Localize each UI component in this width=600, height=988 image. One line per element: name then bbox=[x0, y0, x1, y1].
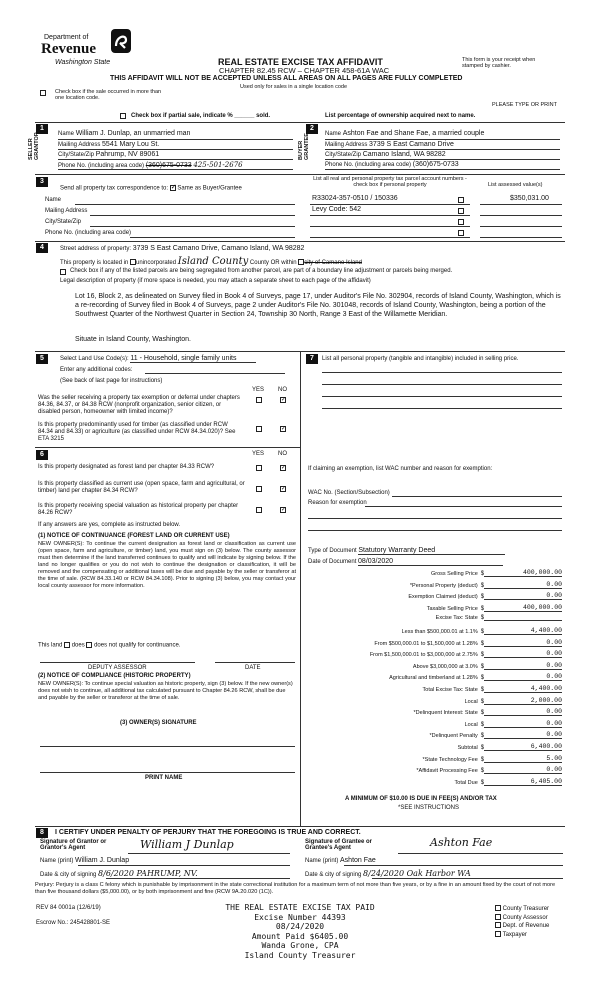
tax-row-value[interactable]: 0.00 bbox=[484, 766, 562, 774]
s3-phone-label: Phone No. (including area code) bbox=[45, 230, 132, 236]
land-use-label: Select Land Use Code(s): bbox=[60, 356, 129, 362]
personal-property-checkbox-4[interactable] bbox=[458, 230, 464, 236]
grantor-signature[interactable]: William J Dunlap bbox=[140, 838, 234, 851]
dollar-sign: $ bbox=[480, 615, 485, 622]
county-or-label: County OR within bbox=[249, 260, 297, 266]
segregated-checkbox[interactable] bbox=[60, 269, 66, 275]
section-8-badge: 8 bbox=[36, 828, 48, 838]
tax-row-value[interactable]: 4,400.00 bbox=[484, 685, 562, 693]
s6-q2: Is this property classified as current use (open space, farm and agricultural, or timber) land per chapter 84.34 RCW? bbox=[38, 481, 245, 494]
seller-phone-row bbox=[58, 161, 243, 169]
historic-text: NEW OWNER(S): To continue special valuation as historic property, sign (3) below. If the new owner(s) does not wish to continue, all additional tax calculated pursuant to Chapter 84.26 RCW, shall be due and payable by the seller or transferor at the time of sale. bbox=[38, 681, 293, 701]
tax-row-value[interactable]: 5.00 bbox=[484, 755, 562, 763]
dollar-sign: $ bbox=[480, 675, 485, 682]
dollar-sign: $ bbox=[480, 779, 485, 786]
s5-q2: Is this property predominantly used for timber (as classified under RCW 84.34 and 84.33) or agriculture (as classified under RCW 84.34.020)? See ETA 3215 bbox=[38, 422, 236, 442]
tax-row-label: Gross Selling Price bbox=[430, 571, 478, 577]
seller-city-label: City/State/Zip bbox=[58, 152, 95, 158]
seller-city[interactable]: Pahrump, NV 89061 bbox=[95, 151, 160, 158]
s5-q2-no[interactable]: ✓ bbox=[281, 426, 287, 432]
does-checkbox[interactable] bbox=[64, 642, 70, 648]
buyer-phone[interactable]: (360)675-0733 bbox=[412, 161, 459, 168]
tax-row bbox=[308, 697, 562, 705]
legal-label: Legal description of property (if more space is needed, you may attach a separate sheet to each page of the affidavit) bbox=[60, 278, 371, 284]
tax-row-value[interactable]: 2,000.00 bbox=[484, 697, 562, 705]
s6-no-header: NO bbox=[278, 451, 287, 457]
tax-row-label: *Delinquent Interest: State bbox=[413, 710, 478, 717]
buyer-phone-row bbox=[325, 161, 459, 168]
send-correspondence bbox=[60, 185, 242, 192]
dollar-sign: $ bbox=[480, 687, 485, 693]
tax-row-value[interactable]: 0.00 bbox=[484, 639, 562, 647]
does-not-checkbox[interactable] bbox=[86, 642, 92, 648]
tax-row-label: Exemption Claimed (deduct) bbox=[408, 594, 478, 601]
tax-row-label: Total Excise Tax: State bbox=[422, 687, 478, 693]
tax-row-value[interactable]: 0.00 bbox=[484, 650, 562, 658]
dollar-sign: $ bbox=[480, 640, 485, 647]
form-warning: THIS AFFIDAVIT WILL NOT BE ACCEPTED UNLESS ALL AREAS ON ALL PAGES ARE FULLY COMPLETED bbox=[110, 75, 463, 82]
buyer-phone-label: Phone No. (including area code) bbox=[325, 162, 412, 168]
seller-name-row bbox=[58, 130, 190, 137]
partial-sale-checkbox[interactable] bbox=[120, 113, 126, 119]
s6-ifany: If any answers are yes, complete as instructed below. bbox=[38, 522, 181, 528]
tax-row bbox=[308, 604, 562, 612]
grantor-name-row bbox=[40, 857, 129, 864]
s3-name-label: Name bbox=[45, 197, 62, 203]
tax-row-label: Local bbox=[464, 698, 478, 705]
single-location-note: Used only for sales in a single location code bbox=[240, 84, 348, 90]
situate-text: Situate in Island County, Washington. bbox=[75, 336, 191, 343]
grantee-date-label: Date & city of signing bbox=[305, 872, 362, 878]
located-row bbox=[60, 256, 362, 267]
dollar-sign: $ bbox=[480, 594, 485, 601]
legal-description[interactable]: Lot 16, Block 2, as delineated on Survey filed in Book 4 of Surveys, page 17, under Auditor's File No. 302904, records of Island County, Washington, which is a re-recording of Survey filed in Book 4 of Surveys, page 2 under Auditor's File No. 301048, records of Island County, Washington, being a portion of the Southwest Quarter of the Northwest Quarter in Section 24, Township 30 North, Range 3 East of the Willamette Meridian. bbox=[75, 293, 561, 318]
form-chapter: CHAPTER 82.45 RCW – CHAPTER 458-61A WAC bbox=[219, 66, 390, 75]
tax-row-label: *Personal Property (deduct) bbox=[409, 582, 478, 589]
tax-row-label: Above $3,000,000 at 3.0% bbox=[412, 663, 478, 670]
dollar-sign: $ bbox=[480, 745, 485, 751]
street-label: Street address of property: bbox=[60, 246, 132, 252]
wac-label: WAC No. (Section/Subsection) bbox=[308, 490, 390, 496]
tax-row bbox=[308, 685, 562, 693]
tax-row-label: *Delinquent Penalty bbox=[429, 733, 478, 740]
street-address[interactable]: 3739 S East Camano Drive, Camano Island, WA 98282 bbox=[132, 245, 305, 252]
grantor-date-row bbox=[40, 869, 198, 878]
tax-row-value[interactable]: 0.00 bbox=[484, 592, 562, 600]
buyer-name-row bbox=[325, 130, 484, 137]
grantor-name-label: Name (print) bbox=[40, 858, 74, 864]
tax-row bbox=[308, 650, 562, 658]
stamp-line-6: Island County Treasurer bbox=[244, 950, 356, 960]
land-use-code[interactable]: 11 - Household, single family units bbox=[130, 355, 256, 363]
continuance-title: (1) NOTICE OF CONTINUANCE (FOREST LAND OR CURRENT USE) bbox=[38, 533, 230, 539]
copy-county-assessor[interactable] bbox=[495, 914, 549, 923]
s3-addr-label: Mailing Address bbox=[45, 208, 88, 214]
grantee-signature[interactable]: Ashton Fae bbox=[430, 836, 493, 849]
copies-list bbox=[495, 905, 549, 939]
buyer-side-label: BUYER GRANTEE bbox=[298, 133, 310, 160]
seller-phone-new: 425-501-2676 bbox=[193, 161, 243, 169]
tax-row-value[interactable]: 400,000.00 bbox=[484, 569, 562, 577]
tax-row-label: Excise Tax: State bbox=[435, 615, 478, 622]
dollar-sign: $ bbox=[480, 756, 485, 763]
tax-row bbox=[308, 766, 562, 774]
section-2-badge: 2 bbox=[306, 124, 318, 134]
tax-row-label: Subtotal bbox=[457, 745, 478, 751]
parcel-header: List all real and personal property tax parcel account numbers - check box if personal property bbox=[313, 176, 467, 188]
send-label: Send all property tax correspondence to: bbox=[60, 185, 169, 192]
section-4-badge: 4 bbox=[36, 243, 48, 253]
see-back-note: (See back of last page for instructions) bbox=[60, 378, 163, 384]
grantor-name[interactable]: William J. Dunlap bbox=[75, 857, 130, 864]
seller-phone[interactable]: (360)675-0733 bbox=[145, 162, 192, 169]
doc-date-label: Date of Document bbox=[308, 559, 357, 565]
multi-location-checkbox[interactable] bbox=[40, 90, 46, 96]
s6-q2-no[interactable]: ✓ bbox=[281, 486, 287, 492]
tax-row-value[interactable]: 400,000.00 bbox=[484, 604, 562, 612]
copy-dept-revenue[interactable] bbox=[495, 922, 549, 931]
tax-row bbox=[308, 662, 562, 670]
tax-row-value[interactable]: 0.00 bbox=[484, 581, 562, 589]
section-1-badge: 1 bbox=[36, 124, 48, 134]
s6-q1-yes[interactable] bbox=[256, 465, 262, 471]
unincorporated-label: unincorporated bbox=[136, 260, 177, 266]
agency-logo bbox=[38, 28, 138, 70]
segregated-label: Check box if any of the listed parcels are being segregated from another parcel, are part of a boundary line adjustment or parcels being merged. bbox=[70, 268, 453, 274]
tax-row-label: *State Technology Fee bbox=[422, 756, 478, 763]
dollar-sign: $ bbox=[480, 571, 485, 577]
revenue-logo-icon bbox=[110, 28, 132, 54]
tax-row-label: From $500,000.01 to $1,500,000 at 1.28% bbox=[374, 640, 478, 647]
levy-code[interactable]: Levy Code: 542 bbox=[312, 206, 362, 213]
personal-property-checkbox-1[interactable] bbox=[458, 197, 464, 203]
dollar-sign: $ bbox=[480, 733, 485, 740]
s6-q3-yes[interactable] bbox=[256, 507, 262, 513]
buyer-name-label: Name bbox=[325, 131, 342, 137]
escrow-number: Escrow No.: 245428801-SE bbox=[36, 920, 111, 926]
rev-number: REV 84 0001a (12/6/19) bbox=[36, 905, 101, 911]
additional-codes-label: Enter any additional codes: bbox=[60, 367, 133, 373]
tax-row bbox=[308, 720, 562, 728]
s5-q1-yes[interactable] bbox=[256, 397, 262, 403]
copy-label-1: County Treasurer bbox=[502, 906, 550, 912]
buyer-addr-label: Mailing Address bbox=[325, 142, 368, 148]
reason-label: Reason for exemption bbox=[308, 500, 367, 506]
does-not-label: does not qualify for continuance. bbox=[94, 642, 181, 649]
form-title: REAL ESTATE EXCISE TAX AFFIDAVIT bbox=[218, 57, 383, 67]
doc-type-label: Type of Document bbox=[308, 548, 357, 554]
stamp-line-2: Excise Number 44393 bbox=[254, 912, 346, 922]
grantee-name-row bbox=[305, 857, 376, 864]
tax-row-value[interactable]: 4,400.00 bbox=[484, 627, 562, 635]
grantor-date[interactable]: 8/6/2020 PAHRUMP, NV. bbox=[98, 869, 198, 878]
tax-row-value[interactable]: 6,405.00 bbox=[484, 778, 562, 786]
seller-addr-label: Mailing Address bbox=[58, 142, 101, 148]
print-note: PLEASE TYPE OR PRINT bbox=[492, 102, 558, 108]
tax-row-value[interactable]: 0.00 bbox=[484, 708, 562, 716]
tax-row-label: Taxable Selling Price bbox=[426, 605, 478, 612]
tax-row-label: From $1,500,000.01 to $3,000,000 at 2.75% bbox=[369, 652, 478, 659]
dollar-sign: $ bbox=[480, 605, 485, 612]
buyer-city-label: City/State/Zip bbox=[325, 152, 362, 158]
personal-property-checkbox-2[interactable] bbox=[458, 208, 464, 214]
tax-row-label: *Affidavit Processing Fee bbox=[416, 768, 478, 775]
s5-q1: Was the seller receiving a property tax exemption or deferral under chapters 84.36, 84.37, or 84.38 RCW (nonprofit organization, senior citizen, or disabled person, homeowner with limited income)? bbox=[38, 395, 240, 415]
treasurer-stamp bbox=[205, 903, 395, 960]
section-5-badge: 5 bbox=[36, 354, 48, 364]
doc-type[interactable]: Statutory Warranty Deed bbox=[358, 547, 505, 555]
same-as-checkbox[interactable]: ✓ bbox=[170, 184, 177, 191]
seller-addr-row bbox=[58, 141, 159, 148]
deputy-assessor-label: DEPUTY ASSESSOR bbox=[88, 665, 147, 671]
copy-label-4: Taxpayer bbox=[502, 931, 527, 938]
multi-location-label: Check box if the sale occurred in more than one location code. bbox=[55, 89, 162, 101]
tax-row-value[interactable]: 6,400.00 bbox=[484, 743, 562, 751]
partial-sale-label: Check box if partial sale, indicate % ______ sold. bbox=[131, 113, 271, 119]
dollar-sign: $ bbox=[480, 663, 485, 670]
certify-text: I CERTIFY UNDER PENALTY OF PERJURY THAT THE FOREGOING IS TRUE AND CORRECT. bbox=[55, 829, 361, 836]
see-instructions: *SEE INSTRUCTIONS bbox=[398, 805, 460, 811]
tax-row bbox=[308, 778, 562, 786]
land-qualify-row bbox=[38, 642, 180, 649]
same-as-label: Same as Buyer/Grantee bbox=[177, 185, 242, 192]
seller-side-label: SELLER GRANTOR bbox=[28, 132, 40, 160]
grantee-date[interactable]: 8/24/2020 Oak Harbor WA bbox=[363, 869, 471, 878]
section-3-badge: 3 bbox=[36, 177, 48, 187]
s3-city-label: City/State/Zip bbox=[45, 219, 82, 225]
assessed-value[interactable]: $350,031.00 bbox=[510, 195, 549, 202]
grantee-date-row bbox=[305, 869, 471, 878]
tax-row-value[interactable]: 0.00 bbox=[484, 731, 562, 739]
dollar-sign: $ bbox=[480, 582, 485, 589]
copy-label-3: Dept. of Revenue bbox=[502, 923, 550, 929]
dollar-sign: $ bbox=[480, 768, 485, 775]
tax-row bbox=[308, 615, 562, 621]
print-name-label: PRINT NAME bbox=[145, 775, 183, 781]
tax-row-value[interactable]: 0.00 bbox=[484, 720, 562, 728]
tax-row bbox=[308, 592, 562, 600]
tax-row bbox=[308, 708, 562, 716]
tax-row bbox=[308, 639, 562, 647]
assessor-date-label: DATE bbox=[245, 665, 261, 671]
owner-signature-label: (3) OWNER(S) SIGNATURE bbox=[120, 720, 197, 726]
s5-q2-yes[interactable] bbox=[256, 426, 262, 432]
located-label: This property is located in bbox=[60, 260, 129, 266]
personal-property-label: List all personal property (tangible and intangible) included in selling price. bbox=[322, 356, 519, 362]
doc-type-row bbox=[308, 547, 505, 554]
tax-row bbox=[308, 581, 562, 589]
grantor-sig-label: Signature of Grantor or Grantor's Agent bbox=[40, 839, 107, 851]
doc-date[interactable]: 08/03/2020 bbox=[358, 558, 503, 566]
historic-title: (2) NOTICE OF COMPLIANCE (HISTORIC PROPERTY) bbox=[38, 673, 191, 679]
city-struck: city of Camano Island bbox=[304, 260, 362, 266]
stamp-line-4: Amount Paid $6405.00 bbox=[251, 931, 349, 941]
seller-addr[interactable]: 5541 Mary Lou St. bbox=[102, 141, 160, 148]
stamp-line-3: 08/24/2020 bbox=[275, 922, 325, 931]
copy-taxpayer[interactable] bbox=[495, 931, 549, 940]
agency-line2: Revenue bbox=[41, 41, 96, 57]
seller-phone-label: Phone No. (including area code) bbox=[58, 163, 145, 169]
seller-city-row bbox=[58, 151, 159, 158]
street-row bbox=[60, 245, 304, 252]
seller-name-label: Name bbox=[58, 131, 75, 137]
grantee-name-label: Name (print) bbox=[305, 858, 339, 864]
dollar-sign: $ bbox=[480, 721, 485, 728]
s6-q1: Is this property designated as forest land per chapter 84.33 RCW? bbox=[38, 464, 215, 470]
tax-row bbox=[308, 743, 562, 751]
sold-text: sold. bbox=[256, 113, 271, 119]
buyer-name[interactable]: Ashton Fae and Shane Fae, a married couple bbox=[342, 130, 485, 137]
grantee-name[interactable]: Ashton Fae bbox=[340, 857, 376, 864]
tax-row-label: Less than $500,000.01 at 1.1% bbox=[401, 629, 478, 635]
tax-row-value[interactable] bbox=[484, 620, 562, 621]
grantee-sig-label: Signature of Grantee or Grantee's Agent bbox=[305, 839, 373, 851]
perjury-text: Perjury: Perjury is a class C felony which is punishable by imprisonment in the state correctional institution for a maximum term of not more than five years, or by a fine in an amount fixed by the court of not more than five thousand dollars ($5,000.00), or by both imprisonment and fine (RCW 9A.20.020 (1C)). bbox=[35, 882, 556, 895]
exemption-label: If claiming an exemption, list WAC number and reason for exemption: bbox=[308, 466, 493, 472]
ownership-note: List percentage of ownership acquired next to name. bbox=[325, 113, 476, 119]
agency-line3: Washington State bbox=[55, 59, 111, 66]
tax-row bbox=[308, 731, 562, 739]
tax-row bbox=[308, 673, 562, 681]
continuance-text: NEW OWNER(S): To continue the current designation as forest land or classification as current use (open space, farm and agriculture, or timber) land, you must sign on (3) below. The county assessor must then determine if the land transferred continues to qualify and will indicate by signing below. If the land no longer qualifies or you do not wish to continue the designation or classification, it will be removed and the compensating or additional taxes will be due and payable by the seller or transferor at the time of sale. (RCW 84.33.140 or RCW 84.34.108). Prior to signing (3) below, you may contact your local county assessor for more information. bbox=[38, 541, 296, 589]
parcel-number[interactable]: R33024-357-0510 / 150336 bbox=[312, 195, 398, 202]
tax-row-label: Total Due bbox=[454, 779, 478, 786]
buyer-city[interactable]: Camano Island, WA 98282 bbox=[362, 151, 446, 158]
s6-q2-yes[interactable] bbox=[256, 486, 262, 492]
personal-property-checkbox-3[interactable] bbox=[458, 219, 464, 225]
tax-row-value[interactable]: 0.00 bbox=[484, 673, 562, 681]
receipt-note: This form is your receipt when stamped by cashier. bbox=[462, 57, 536, 69]
doc-date-row bbox=[308, 558, 503, 565]
does-label: does bbox=[71, 642, 85, 649]
s6-q1-no[interactable]: ✓ bbox=[281, 465, 287, 471]
grantor-date-label: Date & city of signing bbox=[40, 872, 97, 878]
buyer-addr-row bbox=[325, 141, 454, 148]
dollar-sign: $ bbox=[480, 629, 485, 635]
stamp-line-1: THE REAL ESTATE EXCISE TAX PAID bbox=[225, 903, 375, 912]
tax-row bbox=[308, 627, 562, 635]
tax-row-label: Agricultural and timberland at 1.28% bbox=[389, 675, 478, 682]
s5-q1-no[interactable]: ✓ bbox=[281, 397, 287, 403]
s6-yes-header: YES bbox=[252, 451, 265, 457]
copy-label-2: County Assessor bbox=[502, 914, 548, 921]
county-name[interactable]: Island County bbox=[177, 256, 249, 267]
tax-row-label: Local bbox=[464, 721, 478, 728]
dollar-sign: $ bbox=[480, 710, 485, 717]
seller-name[interactable]: William J. Dunlap, an unmarried man bbox=[75, 130, 191, 137]
dollar-sign: $ bbox=[480, 698, 485, 705]
minimum-note: A MINIMUM OF $10.00 IS DUE IN FEE(S) AND/OR TAX bbox=[345, 796, 497, 802]
tax-row-value[interactable]: 0.00 bbox=[484, 662, 562, 670]
land-does-label: This land bbox=[38, 642, 63, 649]
s6-q3: Is this property receiving special valuation as historical property per chapter 84.26 RCW? bbox=[38, 503, 239, 516]
tax-row bbox=[308, 755, 562, 763]
assessed-header: List assessed value(s) bbox=[488, 182, 543, 188]
buyer-addr[interactable]: 3739 S East Camano Drive bbox=[369, 141, 454, 148]
land-use-row bbox=[60, 355, 256, 362]
buyer-city-row bbox=[325, 151, 446, 158]
s6-q3-no[interactable]: ✓ bbox=[281, 507, 287, 513]
s5-no-header: NO bbox=[278, 387, 287, 393]
agency-line1: Department of bbox=[44, 34, 89, 41]
dollar-sign: $ bbox=[480, 652, 485, 659]
partial-sale-text: Check box if partial sale, indicate % bbox=[131, 113, 233, 119]
section-6-badge: 6 bbox=[36, 450, 48, 460]
s5-yes-header: YES bbox=[252, 387, 265, 393]
tax-row bbox=[308, 569, 562, 577]
copy-county-treasurer[interactable] bbox=[495, 905, 549, 914]
section-7-badge: 7 bbox=[306, 354, 318, 364]
stamp-line-5: Wanda Grone, CPA bbox=[261, 941, 339, 950]
